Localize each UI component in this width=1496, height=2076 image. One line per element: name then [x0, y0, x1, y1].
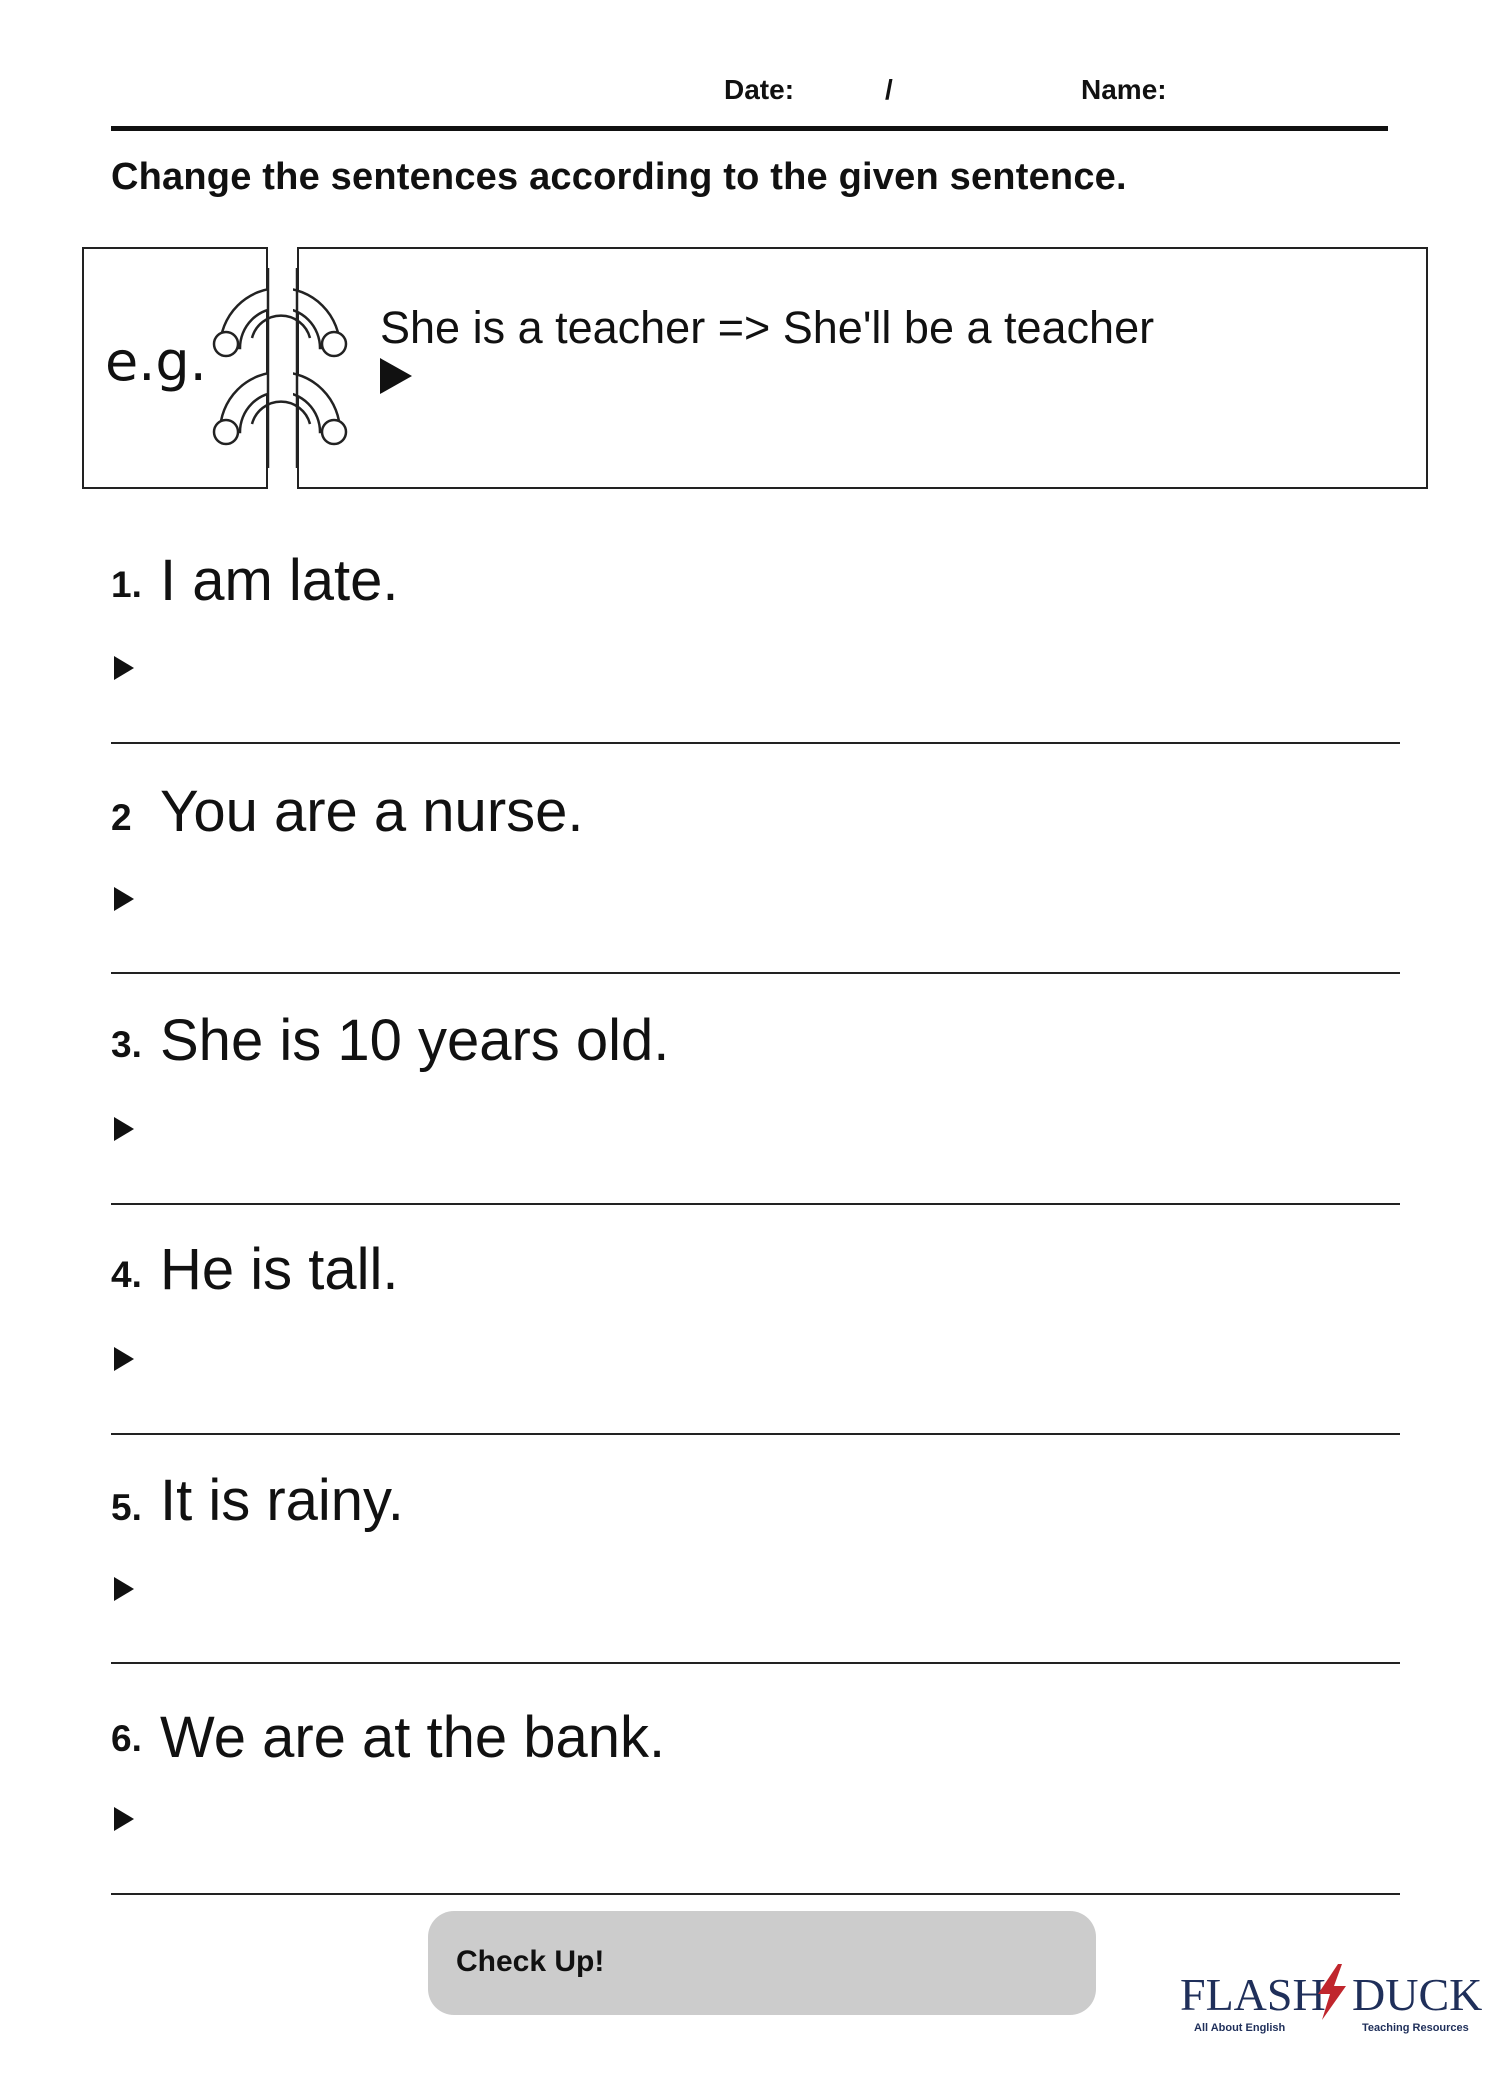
question-text: It is rainy.	[160, 1468, 404, 1533]
answer-line[interactable]	[111, 1893, 1400, 1895]
question-text: You are a nurse.	[160, 779, 584, 844]
question-text: She is 10 years old.	[160, 1008, 670, 1073]
question-number: 1.	[111, 564, 142, 605]
answer-line[interactable]	[111, 1203, 1400, 1205]
answer-arrow-icon	[114, 1347, 134, 1371]
name-label: Name:	[1081, 74, 1167, 105]
logo-tagline-left: All About English	[1194, 2022, 1286, 2034]
lightning-bolt-icon	[1312, 1964, 1352, 2020]
answer-arrow-icon	[114, 1117, 134, 1141]
example-label: e.g.	[105, 330, 207, 393]
question-text: He is tall.	[160, 1237, 399, 1302]
question-number: 6.	[111, 1718, 142, 1759]
question-number: 3.	[111, 1024, 142, 1065]
answer-line[interactable]	[111, 742, 1400, 744]
question-number: 4.	[111, 1254, 142, 1295]
logo-tagline-right: Teaching Resources	[1362, 2022, 1469, 2034]
answer-line[interactable]	[111, 1433, 1400, 1435]
answer-arrow-icon	[114, 1807, 134, 1831]
answer-arrow-icon	[114, 1577, 134, 1601]
logo-word-right: DUCK	[1352, 1969, 1483, 2020]
answer-line[interactable]	[111, 972, 1400, 974]
question-number: 2	[111, 797, 132, 838]
binder-rings-icon	[200, 268, 360, 468]
question-number: 5.	[111, 1487, 142, 1528]
example-sentence: She is a teacher => She'll be a teacher	[380, 302, 1155, 353]
date-separator: /	[885, 74, 893, 105]
question-text: I am late.	[160, 548, 399, 613]
check-up-label: Check Up!	[456, 1945, 605, 1978]
instruction-text: Change the sentences according to the given sentence.	[111, 156, 1127, 198]
flash-duck-logo	[1170, 1960, 1490, 2046]
answer-line[interactable]	[111, 1662, 1400, 1664]
example-sentence-panel	[297, 247, 1428, 489]
logo-word-left: FLASH	[1180, 1969, 1326, 2020]
header-rule	[111, 126, 1388, 131]
question-text: We are at the bank.	[160, 1705, 666, 1770]
example-answer-arrow-icon	[380, 358, 412, 394]
answer-arrow-icon	[114, 887, 134, 911]
answer-arrow-icon	[114, 656, 134, 680]
date-label: Date:	[724, 74, 795, 105]
